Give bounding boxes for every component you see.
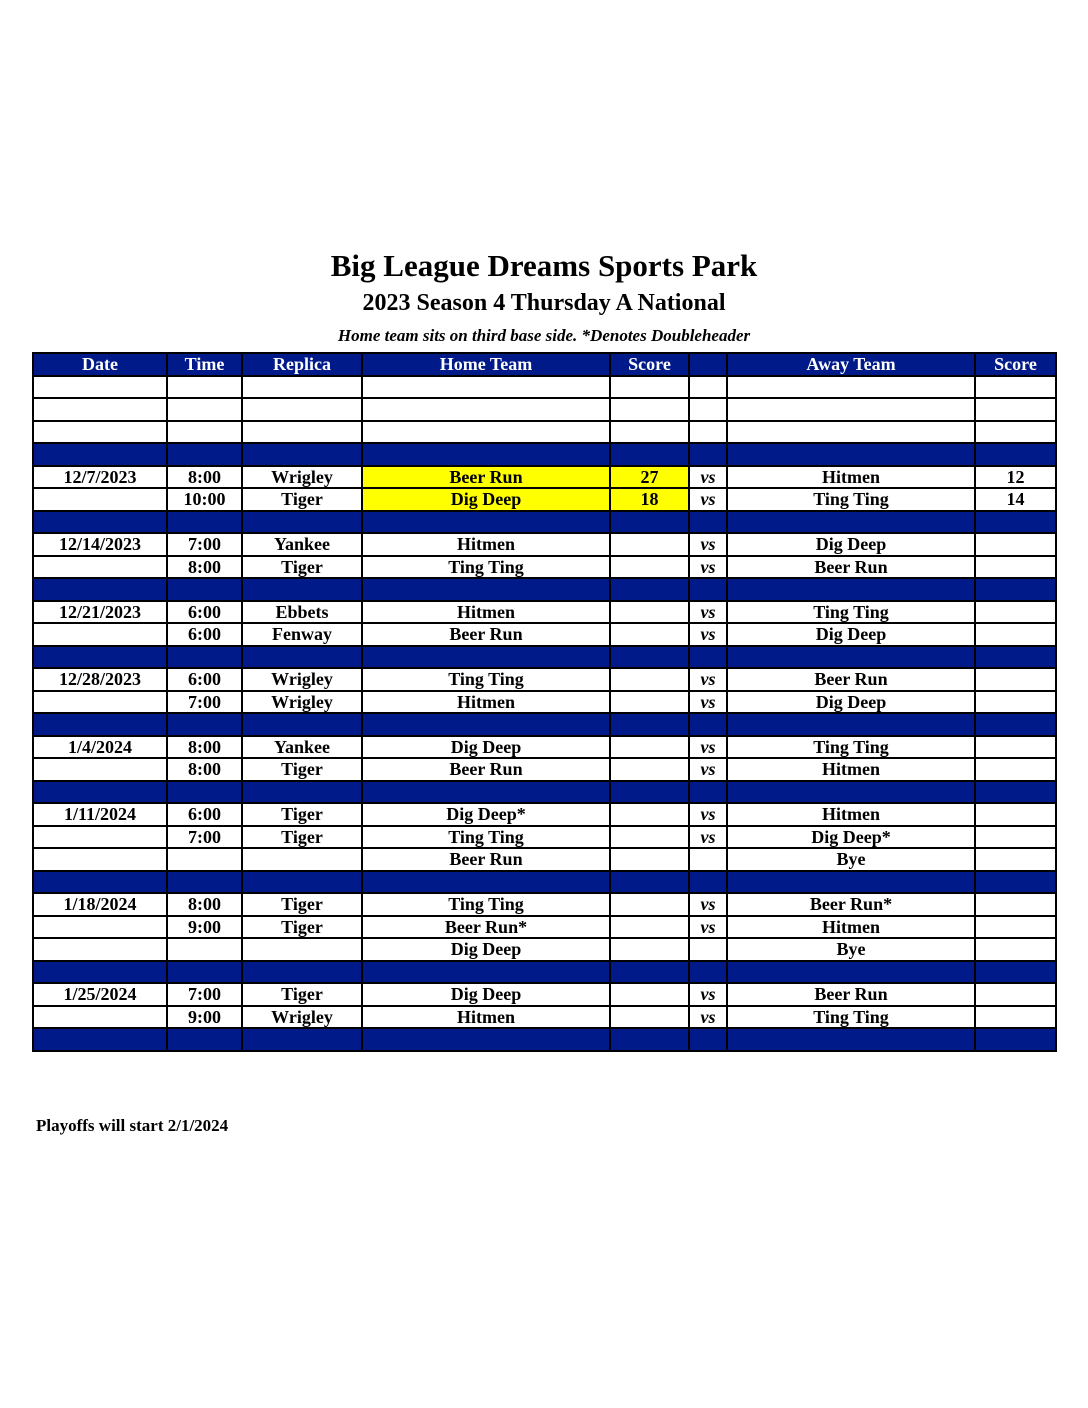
cell-home-score bbox=[610, 691, 689, 714]
game-row bbox=[33, 938, 1056, 961]
cell-replica: Tiger bbox=[242, 893, 362, 916]
cell-away-team: Bye bbox=[727, 938, 975, 961]
cell-date: 1/11/2024 bbox=[33, 803, 167, 826]
cell-vs: vs bbox=[689, 533, 727, 556]
cell-replica: Tiger bbox=[242, 803, 362, 826]
cell-away-team bbox=[727, 578, 975, 601]
cell-vs: vs bbox=[689, 556, 727, 579]
cell-replica: Wrigley bbox=[242, 1006, 362, 1029]
cell-away-score bbox=[975, 1028, 1056, 1051]
game-row bbox=[33, 668, 1056, 691]
game-row bbox=[33, 826, 1056, 849]
cell-away-team: Hitmen bbox=[727, 466, 975, 489]
cell-vs bbox=[689, 398, 727, 421]
cell-time: 7:00 bbox=[167, 691, 242, 714]
cell-replica bbox=[242, 781, 362, 804]
cell-time: 8:00 bbox=[167, 893, 242, 916]
cell-time bbox=[167, 376, 242, 399]
cell-time bbox=[167, 781, 242, 804]
cell-home-team: Dig Deep bbox=[362, 983, 610, 1006]
cell-vs bbox=[689, 511, 727, 534]
cell-home-score bbox=[610, 578, 689, 601]
cell-away-score bbox=[975, 781, 1056, 804]
cell-home-score bbox=[610, 713, 689, 736]
cell-home-team: Hitmen bbox=[362, 601, 610, 624]
cell-time: 6:00 bbox=[167, 601, 242, 624]
cell-home-score bbox=[610, 1006, 689, 1029]
cell-home-score bbox=[610, 668, 689, 691]
game-row bbox=[33, 983, 1056, 1006]
cell-home-team bbox=[362, 376, 610, 399]
cell-away-score bbox=[975, 623, 1056, 646]
cell-home-team bbox=[362, 713, 610, 736]
cell-vs bbox=[689, 871, 727, 894]
cell-away-score bbox=[975, 916, 1056, 939]
cell-replica bbox=[242, 1028, 362, 1051]
cell-away-score bbox=[975, 533, 1056, 556]
week-separator-row bbox=[33, 578, 1056, 601]
cell-home-score bbox=[610, 646, 689, 669]
blank-row bbox=[33, 376, 1056, 399]
cell-replica bbox=[242, 421, 362, 444]
cell-home-team: Dig Deep* bbox=[362, 803, 610, 826]
cell-home-team: Beer Run* bbox=[362, 916, 610, 939]
cell-away-team: Beer Run* bbox=[727, 893, 975, 916]
cell-vs: vs bbox=[689, 668, 727, 691]
week-separator-row bbox=[33, 646, 1056, 669]
cell-time bbox=[167, 398, 242, 421]
cell-time bbox=[167, 646, 242, 669]
cell-vs: vs bbox=[689, 736, 727, 759]
cell-vs: vs bbox=[689, 803, 727, 826]
cell-replica: Ebbets bbox=[242, 601, 362, 624]
cell-vs bbox=[689, 848, 727, 871]
cell-replica bbox=[242, 871, 362, 894]
cell-home-score bbox=[610, 758, 689, 781]
game-row bbox=[33, 803, 1056, 826]
cell-away-score bbox=[975, 893, 1056, 916]
col-header-date: Date bbox=[33, 353, 167, 376]
cell-date bbox=[33, 938, 167, 961]
week-separator-row bbox=[33, 871, 1056, 894]
cell-home-team: Ting Ting bbox=[362, 826, 610, 849]
cell-home-team bbox=[362, 511, 610, 534]
cell-away-score bbox=[975, 578, 1056, 601]
cell-vs: vs bbox=[689, 466, 727, 489]
cell-home-score bbox=[610, 938, 689, 961]
cell-away-score bbox=[975, 961, 1056, 984]
cell-away-team: Dig Deep* bbox=[727, 826, 975, 849]
cell-away-score bbox=[975, 376, 1056, 399]
cell-home-score: 27 bbox=[610, 466, 689, 489]
cell-home-score bbox=[610, 893, 689, 916]
cell-away-score: 12 bbox=[975, 466, 1056, 489]
cell-away-team: Ting Ting bbox=[727, 1006, 975, 1029]
cell-date bbox=[33, 488, 167, 511]
doubleheader-note: Home team sits on third base side. *Denotes Doubleheader bbox=[337, 326, 751, 345]
cell-date bbox=[33, 758, 167, 781]
col-header-time: Time bbox=[167, 353, 242, 376]
cell-vs: vs bbox=[689, 893, 727, 916]
blank-row bbox=[33, 421, 1056, 444]
cell-away-team: Beer Run bbox=[727, 983, 975, 1006]
cell-replica bbox=[242, 578, 362, 601]
cell-home-team bbox=[362, 961, 610, 984]
cell-time: 6:00 bbox=[167, 803, 242, 826]
cell-time bbox=[167, 713, 242, 736]
cell-away-team: Dig Deep bbox=[727, 691, 975, 714]
cell-vs: vs bbox=[689, 623, 727, 646]
game-row bbox=[33, 466, 1056, 489]
cell-date bbox=[33, 398, 167, 421]
cell-home-score bbox=[610, 376, 689, 399]
cell-date bbox=[33, 1028, 167, 1051]
cell-away-score bbox=[975, 421, 1056, 444]
cell-time bbox=[167, 511, 242, 534]
cell-replica: Tiger bbox=[242, 556, 362, 579]
cell-away-team: Beer Run bbox=[727, 668, 975, 691]
blank-row bbox=[33, 398, 1056, 421]
cell-away-score bbox=[975, 848, 1056, 871]
cell-vs: vs bbox=[689, 1006, 727, 1029]
cell-away-score: 14 bbox=[975, 488, 1056, 511]
cell-home-team: Ting Ting bbox=[362, 893, 610, 916]
col-header-away-team: Away Team bbox=[727, 353, 975, 376]
cell-vs: vs bbox=[689, 691, 727, 714]
cell-away-team: Hitmen bbox=[727, 803, 975, 826]
game-row bbox=[33, 893, 1056, 916]
cell-replica: Tiger bbox=[242, 826, 362, 849]
cell-home-score bbox=[610, 533, 689, 556]
cell-time bbox=[167, 848, 242, 871]
cell-home-team bbox=[362, 871, 610, 894]
cell-home-team bbox=[362, 781, 610, 804]
header-row bbox=[33, 353, 1056, 376]
col-header-away-score: Score bbox=[975, 353, 1056, 376]
cell-date bbox=[33, 916, 167, 939]
cell-vs bbox=[689, 578, 727, 601]
cell-date bbox=[33, 1006, 167, 1029]
game-row bbox=[33, 1006, 1056, 1029]
cell-home-team: Beer Run bbox=[362, 623, 610, 646]
cell-away-team bbox=[727, 443, 975, 466]
cell-away-score bbox=[975, 646, 1056, 669]
cell-away-score bbox=[975, 758, 1056, 781]
cell-time: 8:00 bbox=[167, 556, 242, 579]
cell-away-team: Dig Deep bbox=[727, 623, 975, 646]
cell-date bbox=[33, 961, 167, 984]
cell-home-team: Dig Deep bbox=[362, 938, 610, 961]
page-subtitle: 2023 Season 4 Thursday A National bbox=[362, 290, 726, 316]
cell-date bbox=[33, 578, 167, 601]
cell-replica bbox=[242, 646, 362, 669]
cell-replica bbox=[242, 443, 362, 466]
cell-home-team: Ting Ting bbox=[362, 668, 610, 691]
cell-away-team bbox=[727, 646, 975, 669]
cell-time: 9:00 bbox=[167, 1006, 242, 1029]
cell-home-team: Hitmen bbox=[362, 691, 610, 714]
cell-away-score bbox=[975, 511, 1056, 534]
cell-replica: Tiger bbox=[242, 488, 362, 511]
cell-away-score bbox=[975, 601, 1056, 624]
game-row bbox=[33, 601, 1056, 624]
cell-date bbox=[33, 421, 167, 444]
cell-replica: Yankee bbox=[242, 736, 362, 759]
cell-home-score bbox=[610, 803, 689, 826]
cell-replica bbox=[242, 848, 362, 871]
cell-vs bbox=[689, 961, 727, 984]
cell-time bbox=[167, 1028, 242, 1051]
cell-vs: vs bbox=[689, 916, 727, 939]
game-row bbox=[33, 848, 1056, 871]
cell-away-score bbox=[975, 443, 1056, 466]
cell-away-score bbox=[975, 871, 1056, 894]
cell-home-team: Ting Ting bbox=[362, 556, 610, 579]
cell-away-team: Beer Run bbox=[727, 556, 975, 579]
game-row bbox=[33, 623, 1056, 646]
cell-date: 1/18/2024 bbox=[33, 893, 167, 916]
cell-date bbox=[33, 826, 167, 849]
cell-home-team: Hitmen bbox=[362, 1006, 610, 1029]
cell-vs bbox=[689, 646, 727, 669]
cell-away-score bbox=[975, 1006, 1056, 1029]
game-row bbox=[33, 488, 1056, 511]
cell-vs bbox=[689, 443, 727, 466]
cell-vs bbox=[689, 938, 727, 961]
cell-vs bbox=[689, 781, 727, 804]
cell-date bbox=[33, 443, 167, 466]
cell-away-team bbox=[727, 871, 975, 894]
cell-home-score bbox=[610, 983, 689, 1006]
game-row bbox=[33, 691, 1056, 714]
cell-home-score bbox=[610, 556, 689, 579]
cell-time bbox=[167, 443, 242, 466]
cell-home-score bbox=[610, 871, 689, 894]
cell-away-team bbox=[727, 781, 975, 804]
cell-home-score: 18 bbox=[610, 488, 689, 511]
cell-away-team bbox=[727, 511, 975, 534]
week-separator-row bbox=[33, 781, 1056, 804]
cell-home-score bbox=[610, 848, 689, 871]
cell-time: 8:00 bbox=[167, 758, 242, 781]
cell-away-team: Ting Ting bbox=[727, 601, 975, 624]
cell-replica bbox=[242, 713, 362, 736]
cell-date bbox=[33, 623, 167, 646]
cell-date: 12/7/2023 bbox=[33, 466, 167, 489]
cell-date: 1/4/2024 bbox=[33, 736, 167, 759]
cell-away-team: Bye bbox=[727, 848, 975, 871]
cell-date bbox=[33, 646, 167, 669]
cell-replica: Yankee bbox=[242, 533, 362, 556]
cell-vs bbox=[689, 421, 727, 444]
cell-replica: Wrigley bbox=[242, 466, 362, 489]
cell-replica: Wrigley bbox=[242, 691, 362, 714]
cell-away-score bbox=[975, 713, 1056, 736]
cell-vs bbox=[689, 1028, 727, 1051]
cell-away-team bbox=[727, 398, 975, 421]
cell-replica: Wrigley bbox=[242, 668, 362, 691]
cell-away-score bbox=[975, 803, 1056, 826]
cell-away-team: Ting Ting bbox=[727, 488, 975, 511]
cell-away-team: Hitmen bbox=[727, 916, 975, 939]
cell-away-score bbox=[975, 736, 1056, 759]
cell-replica: Tiger bbox=[242, 983, 362, 1006]
cell-vs: vs bbox=[689, 601, 727, 624]
cell-time bbox=[167, 871, 242, 894]
cell-replica: Tiger bbox=[242, 916, 362, 939]
week-separator-row bbox=[33, 511, 1056, 534]
cell-date: 12/14/2023 bbox=[33, 533, 167, 556]
cell-away-score bbox=[975, 668, 1056, 691]
cell-home-team bbox=[362, 646, 610, 669]
cell-time bbox=[167, 578, 242, 601]
cell-date: 12/28/2023 bbox=[33, 668, 167, 691]
cell-away-team bbox=[727, 421, 975, 444]
cell-vs: vs bbox=[689, 983, 727, 1006]
cell-away-team: Dig Deep bbox=[727, 533, 975, 556]
cell-time bbox=[167, 938, 242, 961]
col-header-vs bbox=[689, 353, 727, 376]
cell-vs: vs bbox=[689, 488, 727, 511]
cell-time: 7:00 bbox=[167, 533, 242, 556]
cell-home-team: Dig Deep bbox=[362, 736, 610, 759]
cell-home-team bbox=[362, 443, 610, 466]
schedule-table bbox=[32, 352, 1057, 1052]
cell-home-score bbox=[610, 443, 689, 466]
cell-date bbox=[33, 848, 167, 871]
cell-date bbox=[33, 713, 167, 736]
col-header-home-team: Home Team bbox=[362, 353, 610, 376]
cell-away-score bbox=[975, 691, 1056, 714]
cell-home-score bbox=[610, 623, 689, 646]
cell-home-team bbox=[362, 1028, 610, 1051]
cell-date bbox=[33, 376, 167, 399]
cell-home-team bbox=[362, 398, 610, 421]
game-row bbox=[33, 736, 1056, 759]
col-header-home-score: Score bbox=[610, 353, 689, 376]
cell-home-score bbox=[610, 961, 689, 984]
cell-away-team bbox=[727, 713, 975, 736]
page-title: Big League Dreams Sports Park bbox=[330, 248, 758, 283]
game-row bbox=[33, 916, 1056, 939]
cell-home-team: Beer Run bbox=[362, 848, 610, 871]
cell-time: 7:00 bbox=[167, 826, 242, 849]
cell-time: 6:00 bbox=[167, 623, 242, 646]
cell-date bbox=[33, 781, 167, 804]
cell-away-team: Ting Ting bbox=[727, 736, 975, 759]
cell-replica bbox=[242, 511, 362, 534]
cell-away-score bbox=[975, 983, 1056, 1006]
cell-time: 6:00 bbox=[167, 668, 242, 691]
cell-away-team: Hitmen bbox=[727, 758, 975, 781]
cell-time: 8:00 bbox=[167, 736, 242, 759]
cell-home-team: Beer Run bbox=[362, 758, 610, 781]
cell-home-team bbox=[362, 421, 610, 444]
cell-replica: Tiger bbox=[242, 758, 362, 781]
cell-away-team bbox=[727, 961, 975, 984]
cell-time: 7:00 bbox=[167, 983, 242, 1006]
cell-home-score bbox=[610, 736, 689, 759]
cell-home-score bbox=[610, 398, 689, 421]
cell-home-score bbox=[610, 511, 689, 534]
cell-date: 1/25/2024 bbox=[33, 983, 167, 1006]
cell-away-score bbox=[975, 938, 1056, 961]
cell-date bbox=[33, 691, 167, 714]
cell-vs: vs bbox=[689, 826, 727, 849]
col-header-replica: Replica bbox=[242, 353, 362, 376]
cell-away-team bbox=[727, 1028, 975, 1051]
cell-vs bbox=[689, 713, 727, 736]
cell-home-score bbox=[610, 916, 689, 939]
cell-time bbox=[167, 961, 242, 984]
cell-replica bbox=[242, 376, 362, 399]
cell-replica: Fenway bbox=[242, 623, 362, 646]
game-row bbox=[33, 556, 1056, 579]
cell-home-team: Hitmen bbox=[362, 533, 610, 556]
cell-date bbox=[33, 511, 167, 534]
cell-home-team: Beer Run bbox=[362, 466, 610, 489]
cell-time: 8:00 bbox=[167, 466, 242, 489]
week-separator-row bbox=[33, 713, 1056, 736]
cell-home-team bbox=[362, 578, 610, 601]
cell-home-score bbox=[610, 1028, 689, 1051]
cell-home-score bbox=[610, 826, 689, 849]
cell-away-score bbox=[975, 556, 1056, 579]
cell-away-score bbox=[975, 826, 1056, 849]
cell-home-score bbox=[610, 421, 689, 444]
cell-vs bbox=[689, 376, 727, 399]
cell-time: 9:00 bbox=[167, 916, 242, 939]
cell-date bbox=[33, 871, 167, 894]
cell-home-team: Dig Deep bbox=[362, 488, 610, 511]
cell-away-score bbox=[975, 398, 1056, 421]
week-separator-row bbox=[33, 1028, 1056, 1051]
cell-time bbox=[167, 421, 242, 444]
cell-replica bbox=[242, 938, 362, 961]
playoffs-note: Playoffs will start 2/1/2024 bbox=[36, 1116, 229, 1135]
cell-home-score bbox=[610, 601, 689, 624]
cell-replica bbox=[242, 398, 362, 421]
cell-away-team bbox=[727, 376, 975, 399]
cell-replica bbox=[242, 961, 362, 984]
game-row bbox=[33, 758, 1056, 781]
cell-date: 12/21/2023 bbox=[33, 601, 167, 624]
week-separator-row bbox=[33, 961, 1056, 984]
cell-vs: vs bbox=[689, 758, 727, 781]
cell-date bbox=[33, 556, 167, 579]
cell-time: 10:00 bbox=[167, 488, 242, 511]
cell-home-score bbox=[610, 781, 689, 804]
week-separator-row bbox=[33, 443, 1056, 466]
game-row bbox=[33, 533, 1056, 556]
